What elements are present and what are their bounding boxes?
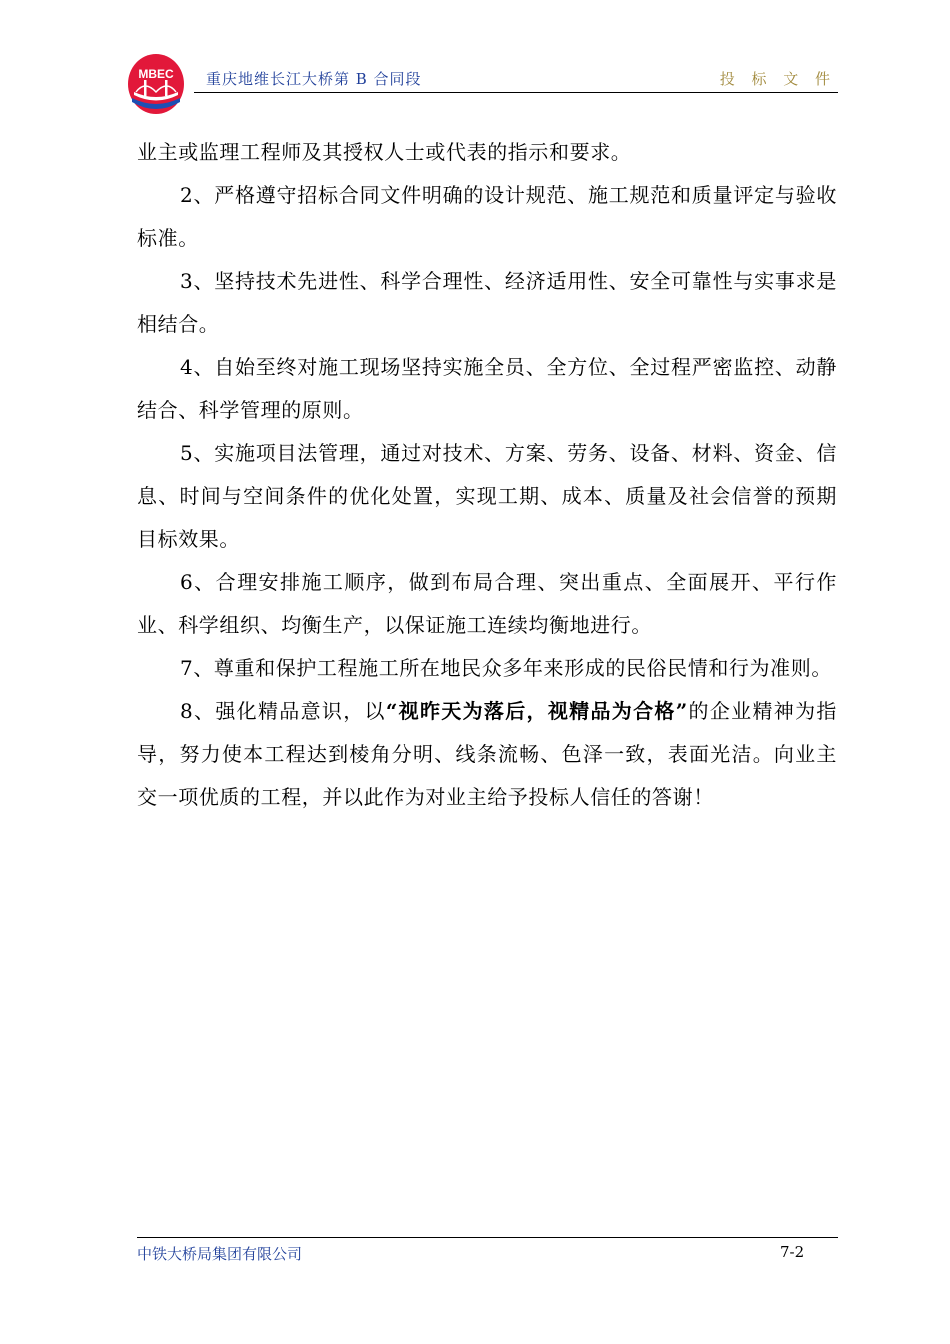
paragraph-item-7: 7、尊重和保护工程施工所在地民众多年来形成的民俗民情和行为准则。 [180, 656, 832, 680]
page-header [124, 40, 838, 94]
item-8-lead: 8、强化精品意识，以 [180, 699, 386, 723]
paragraph-item-4: 4、自始至终对施工现场坚持实施全员、全方位、全过程严密监控、动静结合、科学管理的原则。 [137, 355, 837, 422]
project-title: 重庆地维长江大桥第 B 合同段 [206, 70, 422, 88]
logo-text: MBEC [138, 67, 174, 81]
paragraph-item-3: 3、坚持技术先进性、科学合理性、经济适用性、安全可靠性与实事求是相结合。 [137, 269, 837, 336]
header-divider [194, 92, 838, 93]
item-8-motto: “视昨天为落后，视精品为合格” [385, 699, 688, 723]
document-type-label: 投 标 文 件 [719, 70, 836, 88]
company-name: 中铁大桥局集团有限公司 [137, 1245, 303, 1263]
item-8-rest: 的企业精神为指导，努力使本工程达到棱角分明、线条流畅、色泽一致，表面光洁。向业主交一项优质的工程，并以此作为对业主给予投标人信任的答谢！ [137, 699, 837, 809]
mbec-logo [126, 40, 186, 116]
paragraph-item-2: 2、严格遵守招标合同文件明确的设计规范、施工规范和质量评定与验收标准。 [137, 183, 837, 250]
paragraph-item-8 [137, 690, 837, 819]
paragraph-item-5: 5、实施项目法管理，通过对技术、方案、劳务、设备、材料、资金、信息、时间与空间条件的优化处置，实现工期、成本、质量及社会信誉的预期目标效果。 [137, 441, 837, 551]
footer-divider [137, 1237, 838, 1238]
paragraph-item-6: 6、合理安排施工顺序，做到布局合理、突出重点、全面展开、平行作业、科学组织、均衡生产，以保证施工连续均衡地进行。 [137, 570, 837, 637]
paragraph-continuation: 业主或监理工程师及其授权人士或代表的指示和要求。 [137, 140, 632, 164]
page-number: 7-2 [780, 1243, 805, 1261]
document-body [137, 131, 837, 819]
